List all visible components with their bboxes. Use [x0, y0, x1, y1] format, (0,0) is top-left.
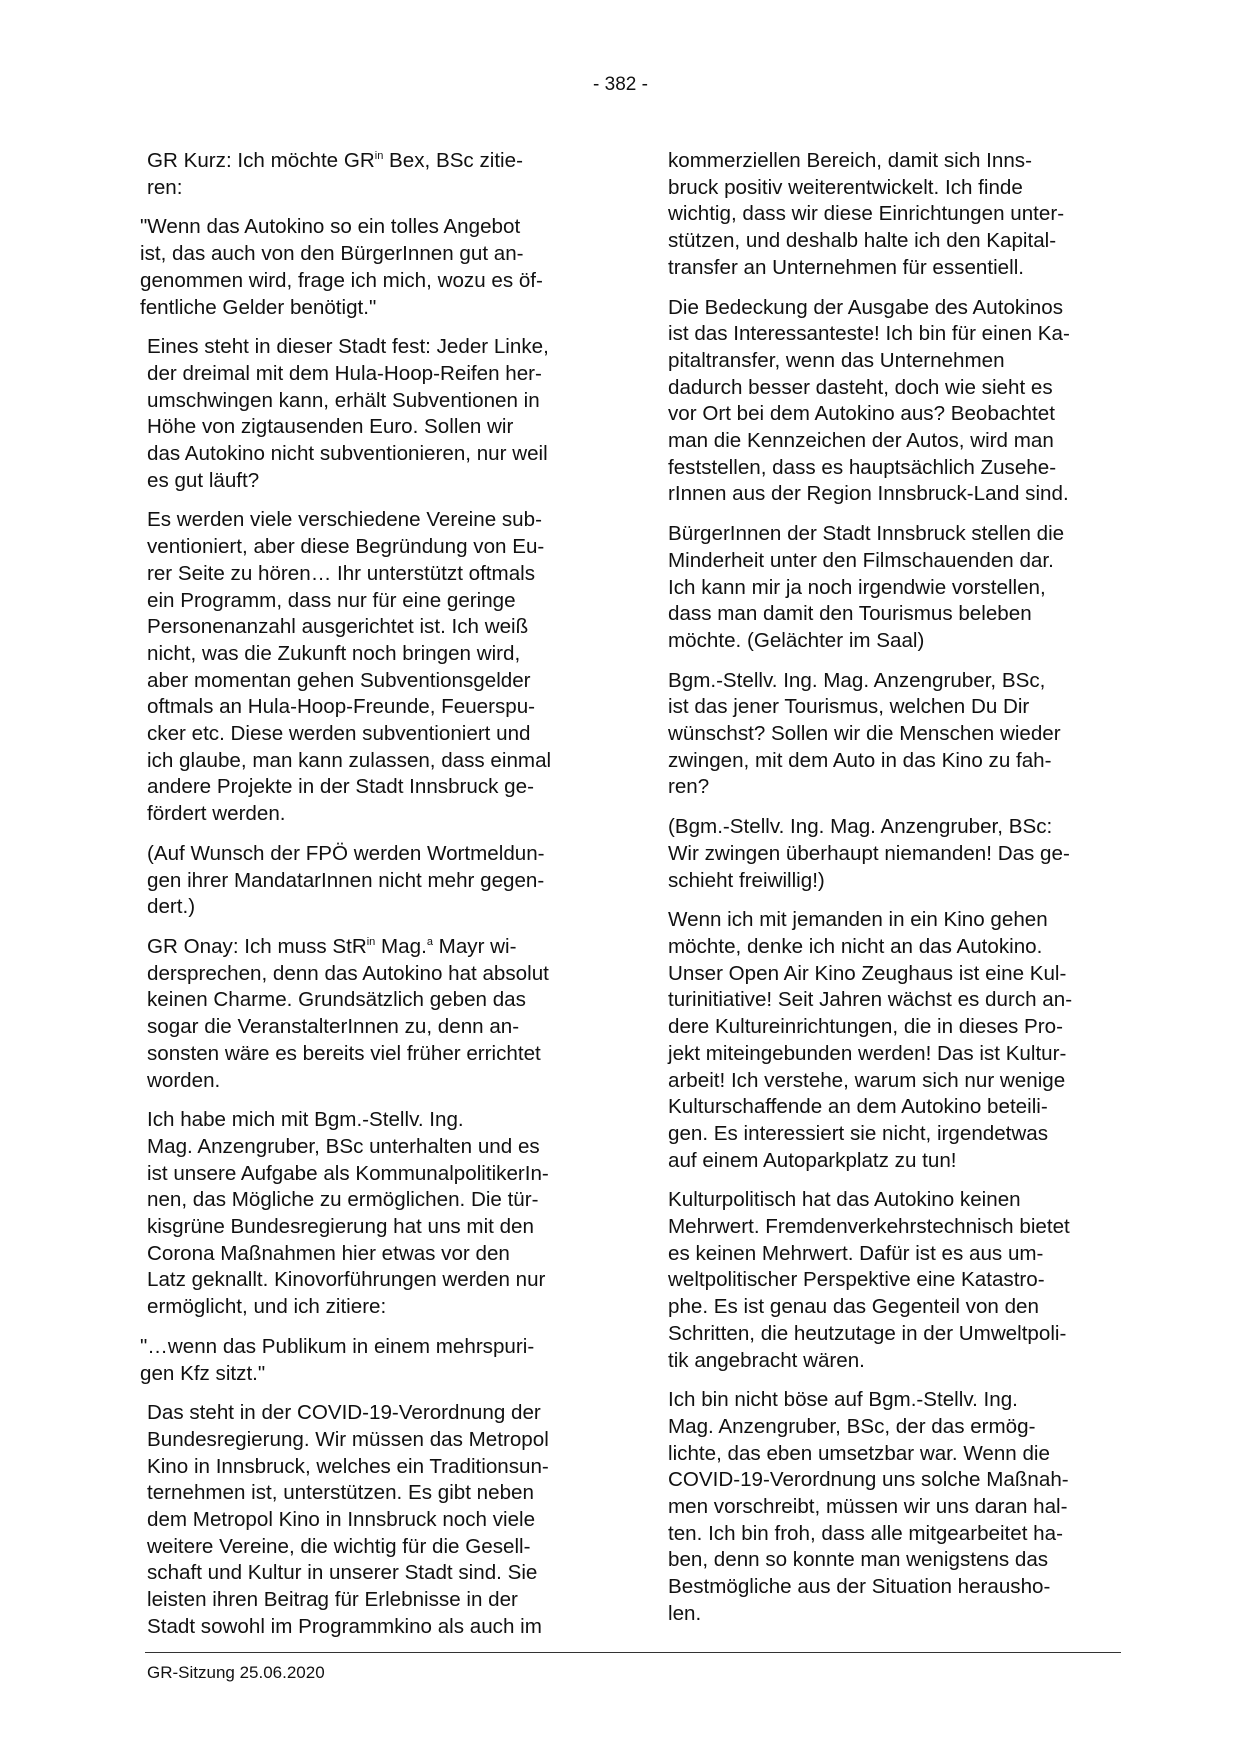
text-line: (Auf Wunsch der FPÖ werden Wortmeldun-: [147, 841, 545, 865]
text-line: wünschst? Sollen wir die Menschen wieder: [668, 722, 1061, 746]
text-line: weitere Vereine, die wichtig für die Gesell-: [147, 1534, 531, 1558]
text-line: dere Kultureinrichtungen, die in dieses Pro-: [668, 1015, 1063, 1039]
text-line: "Wenn das Autokino so ein tolles Angebot: [140, 215, 521, 239]
text-line: ist das jener Tourismus, welchen Du Dir: [668, 695, 1030, 719]
text-line: sogar die VeranstalterInnen zu, denn an-: [147, 1015, 520, 1039]
text-line: Eines steht in dieser Stadt fest: Jeder Linke,: [147, 335, 549, 359]
text-line: genommen wird, frage ich mich, wozu es öf-: [140, 268, 543, 292]
text-line: dass man damit den Tourismus beleben: [668, 602, 1032, 626]
text-segment: Mayr wi-: [432, 934, 517, 958]
text-line: lichte, das eben umsetzbar war. Wenn die: [668, 1441, 1050, 1465]
text-line: fentliche Gelder benötigt.": [140, 295, 377, 319]
text-line: Bundesregierung. Wir müssen das Metropol: [147, 1427, 549, 1451]
text-line: gen Kfz sitzt.": [140, 1361, 266, 1385]
text-line: Kulturschaffende an dem Autokino beteili-: [668, 1095, 1048, 1119]
text-line: nicht, was die Zukunft noch bringen wird,: [147, 641, 521, 665]
text-line: worden.: [147, 1068, 221, 1092]
text-line: pitaltransfer, wenn das Unternehmen: [668, 348, 1005, 372]
text-line: Unser Open Air Kino Zeughaus ist eine Kul-: [668, 961, 1067, 985]
text-line: rInnen aus der Region Innsbruck-Land sind.: [668, 482, 1069, 506]
text-line: es gut läuft?: [147, 468, 260, 492]
body-paragraph: [668, 907, 1118, 1174]
text-line: ich glaube, man kann zulassen, dass einmal: [147, 748, 552, 772]
text-line: weltpolitischer Perspektive eine Katastro-: [668, 1268, 1045, 1292]
body-paragraph: [147, 1107, 597, 1321]
text-line: [147, 934, 597, 961]
text-line: bruck positiv weiterentwickelt. Ich finde: [668, 175, 1023, 199]
text-line: ben, denn so konnte man wenigstens das: [668, 1548, 1049, 1572]
text-line: [147, 148, 597, 175]
text-line: Mag. Anzengruber, BSc, der das ermög-: [668, 1414, 1036, 1438]
text-line: Ich habe mich mit Bgm.-Stellv. Ing.: [147, 1108, 464, 1132]
text-line: Mehrwert. Fremdenverkehrstechnisch bietet: [668, 1215, 1070, 1239]
superscript: in: [374, 150, 384, 162]
text-line: tik angebracht wären.: [668, 1348, 865, 1372]
text-line: men vorschreibt, müssen wir uns daran hal-: [668, 1495, 1068, 1519]
text-line: Höhe von zigtausenden Euro. Sollen wir: [147, 415, 514, 439]
text-line: gen ihrer MandatarInnen nicht mehr gegen-: [147, 868, 545, 892]
text-line: ren?: [668, 775, 710, 799]
text-line: Ich kann mir ja noch irgendwie vorstellen,: [668, 575, 1046, 599]
text-line: Bgm.-Stellv. Ing. Mag. Anzengruber, BSc,: [668, 668, 1046, 692]
text-line: leisten ihren Beitrag für Erlebnisse in der: [147, 1588, 518, 1612]
text-line: sonsten wäre es bereits viel früher errichtet: [147, 1041, 541, 1065]
text-line: kommerziellen Bereich, damit sich Inns-: [668, 149, 1032, 172]
speaker-paragraph: [147, 148, 597, 201]
text-line: turinitiative! Seit Jahren wächst es durch an-: [668, 988, 1073, 1012]
text-line: jekt miteingebunden werden! Das ist Kultur-: [668, 1041, 1067, 1065]
text-line: Wir zwingen überhaupt niemanden! Das ge-: [668, 841, 1070, 865]
quoted-statement: [140, 214, 597, 321]
text-segment: Bex, BSc zitie-: [383, 149, 523, 172]
text-segment: Mag.: [375, 934, 427, 958]
superscript: a: [426, 935, 433, 948]
text-line: andere Projekte in der Stadt Innsbruck ge-: [147, 775, 534, 799]
text-line: Es werden viele verschiedene Vereine sub-: [147, 508, 542, 532]
text-line: man die Kennzeichen der Autos, wird man: [668, 429, 1054, 453]
text-line: rer Seite zu hören… Ihr unterstützt oftmals: [147, 561, 536, 585]
text-line: dert.): [147, 895, 196, 919]
text-line: zwingen, mit dem Auto in das Kino zu fah-: [668, 748, 1052, 772]
text-line: aber momentan gehen Subventionsgelder: [147, 668, 531, 692]
text-line: ein Programm, dass nur für eine geringe: [147, 588, 516, 612]
text-line: Minderheit unter den Filmschauenden dar.: [668, 548, 1054, 572]
text-line: Mag. Anzengruber, BSc unterhalten und es: [147, 1134, 540, 1158]
text-line: len.: [668, 1601, 702, 1625]
text-line: fördert werden.: [147, 802, 286, 826]
text-line: wichtig, dass wir diese Einrichtungen unter-: [668, 202, 1065, 226]
text-line: schaft und Kultur in unserer Stadt sind. Sie: [147, 1561, 538, 1585]
text-line: gen. Es interessiert sie nicht, irgendetwas: [668, 1121, 1049, 1145]
text-line: möchte, denke ich nicht an das Autokino.: [668, 934, 1043, 958]
text-line: ventioniert, aber diese Begründung von Eu-: [147, 535, 545, 559]
text-line: Kulturpolitisch hat das Autokino keinen: [668, 1188, 1021, 1212]
body-paragraph: [668, 295, 1118, 509]
text-line: feststellen, dass es hauptsächlich Zusehe-: [668, 455, 1057, 479]
text-line: Die Bedeckung der Ausgabe des Autokinos: [668, 295, 1063, 319]
body-paragraph: [147, 1400, 597, 1640]
text-line: "…wenn das Publikum in einem mehrspuri-: [140, 1334, 535, 1358]
superscript: in: [366, 935, 376, 948]
body-paragraph: [147, 334, 597, 494]
text-segment: GR Onay: Ich muss StR: [147, 934, 367, 958]
text-line: ist unsere Aufgabe als KommunalpolitikerIn-: [147, 1161, 549, 1185]
text-line: Ich bin nicht böse auf Bgm.-Stellv. Ing.: [668, 1388, 1018, 1412]
body-paragraph: [668, 1387, 1118, 1627]
page-number: - 382 -: [593, 74, 648, 95]
text-line: ternehmen ist, unterstützen. Es gibt neben: [147, 1481, 534, 1505]
text-line: Personenanzahl ausgerichtet ist. Ich weiß: [147, 615, 529, 639]
text-line: (Bgm.-Stellv. Ing. Mag. Anzengruber, BSc:: [668, 815, 1053, 839]
text-line: Kino in Innsbruck, welches ein Traditionsun-: [147, 1454, 549, 1478]
text-line: Bestmögliche aus der Situation herausho-: [668, 1575, 1051, 1599]
text-line: arbeit! Ich verstehe, warum sich nur wenige: [668, 1068, 1066, 1092]
text-line: stützen, und deshalb halte ich den Kapital-: [668, 229, 1057, 253]
right-column: [668, 148, 1118, 1641]
text-line: ist, das auch von den BürgerInnen gut an-: [140, 242, 524, 266]
text-line: ren:: [147, 175, 183, 199]
text-line: keinen Charme. Grundsätzlich geben das: [147, 988, 526, 1012]
text-line: cker etc. Diese werden subventioniert und: [147, 722, 531, 746]
text-line: dadurch besser dasteht, doch wie sieht es: [668, 375, 1053, 399]
text-line: ten. Ich bin froh, dass alle mitgearbeitet ha-: [668, 1521, 1063, 1545]
left-column: [140, 148, 597, 1654]
text-line: dersprechen, denn das Autokino hat absolut: [147, 961, 549, 985]
text-line: der dreimal mit dem Hula-Hoop-Reifen her-: [147, 361, 542, 385]
text-line: Das steht in der COVID-19-Verordnung der: [147, 1401, 541, 1425]
footer-divider: [145, 1652, 1121, 1653]
text-line: Wenn ich mit jemanden in ein Kino gehen: [668, 908, 1048, 932]
text-line: nen, das Mögliche zu ermöglichen. Die tür-: [147, 1188, 539, 1212]
text-line: vor Ort bei dem Autokino aus? Beobachtet: [668, 402, 1055, 426]
text-line: transfer an Unternehmen für essentiell.: [668, 255, 1024, 279]
text-line: schieht freiwillig!): [668, 868, 825, 892]
body-paragraph: [668, 521, 1118, 655]
body-paragraph: [147, 507, 597, 827]
text-line: kisgrüne Bundesregierung hat uns mit den: [147, 1215, 534, 1239]
text-line: Schritten, die heutzutage in der Umweltpoli-: [668, 1321, 1067, 1345]
text-line: Latz geknallt. Kinovorführungen werden nur: [147, 1268, 546, 1292]
text-line: phe. Es ist genau das Gegenteil von den: [668, 1295, 1039, 1319]
text-line: Corona Maßnahmen hier etwas vor den: [147, 1241, 510, 1265]
text-line: COVID-19-Verordnung uns solche Maßnah-: [668, 1468, 1069, 1492]
body-paragraph: [147, 841, 597, 921]
text-line: das Autokino nicht subventionieren, nur weil: [147, 442, 548, 466]
speaker-paragraph: [147, 934, 597, 1094]
text-segment: GR Kurz: Ich möchte GR: [147, 149, 375, 172]
text-line: möchte. (Gelächter im Saal): [668, 628, 925, 652]
text-line: BürgerInnen der Stadt Innsbruck stellen die: [668, 522, 1065, 546]
quoted-statement: [140, 1334, 597, 1387]
body-paragraph: [668, 668, 1118, 802]
text-line: ermöglicht, und ich zitiere:: [147, 1295, 387, 1319]
text-line: oftmals an Hula-Hoop-Freunde, Feuerspu-: [147, 695, 536, 719]
body-paragraph: [668, 814, 1118, 894]
text-line: Stadt sowohl im Programmkino als auch im: [147, 1614, 542, 1638]
text-line: umschwingen kann, erhält Subventionen in: [147, 388, 540, 412]
footer-session-date: GR-Sitzung 25.06.2020: [147, 1663, 325, 1682]
body-paragraph: [668, 148, 1118, 282]
text-line: dem Metropol Kino in Innsbruck noch viele: [147, 1508, 536, 1532]
text-line: auf einem Autoparkplatz zu tun!: [668, 1148, 957, 1172]
text-line: es keinen Mehrwert. Dafür ist es aus um-: [668, 1241, 1044, 1265]
body-paragraph: [668, 1187, 1118, 1374]
text-line: ist das Interessanteste! Ich bin für einen Ka-: [668, 322, 1070, 346]
